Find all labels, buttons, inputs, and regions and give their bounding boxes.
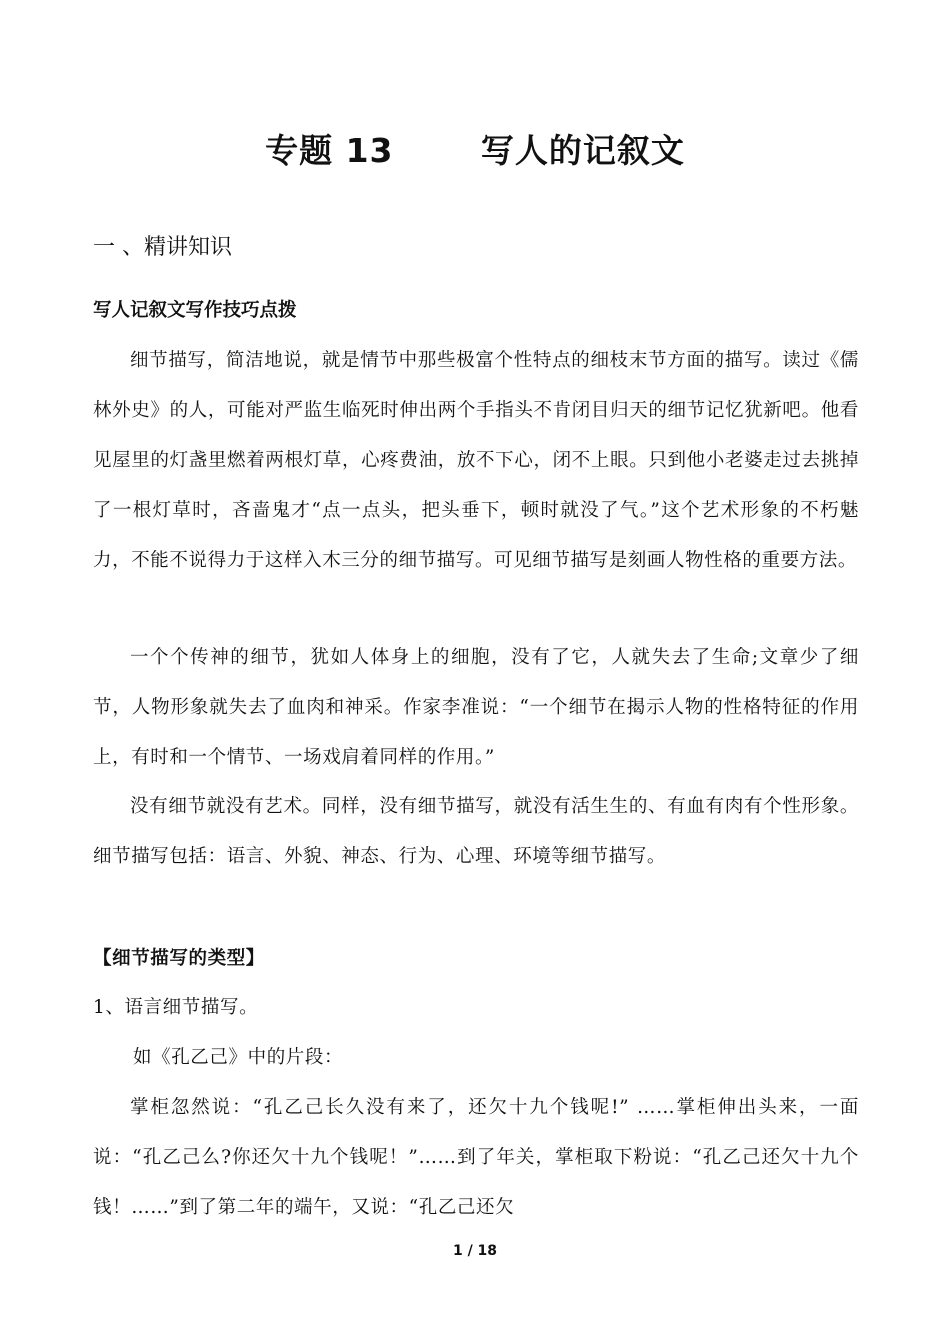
- paragraph-detail-description: 细节描写，简洁地说，就是情节中那些极富个性特点的细枝末节方面的描写。读过《儒林外史》的人，可能对严监生临死时伸出两个手指头不肯闭目归天的细节记忆犹新吧。他看见屋里的灯盏里燃着两根灯草，心疼费油，放不下心，闭不上眼。只到他小老婆走过去挑掉了一根灯草时，吝啬鬼才“点一点头，把头垂下，顿时就没了气。”这个艺术形象的不朽魅力，不能不说得力于这样入木三分的细节描写。可见细节描写是刻画人物性格的重要方法。: [93, 350, 859, 571]
- example-paragraph: 掌柜忽然说：“孔乙己长久没有来了，还欠十九个钱呢!” ……掌柜伸出头来，一面说：“孔乙己么?你还欠十九个钱呢！”……到了年关，掌柜取下粉说：“孔乙己还欠十九个钱！……”到了第二年的端午，又说：“孔乙己还欠: [93, 1097, 859, 1218]
- page-number: 1 / 18: [452, 1243, 498, 1259]
- paragraph-detail-importance: 一个个传神的细节，犹如人体身上的细胞，没有了它，人就失去了生命;文章少了细节，人物形象就失去了血肉和神采。作家李准说：“一个细节在揭示人物的性格特征的作用上，有时和一个情节、一场戏肩着同样的作用。”: [93, 647, 859, 768]
- list-item-language-detail: 1、语言细节描写。: [93, 997, 259, 1018]
- section-heading: 一 、精讲知识: [93, 235, 232, 260]
- types-heading: 【细节描写的类型】: [93, 948, 265, 969]
- example-intro: 如《孔乙己》中的片段：: [133, 1047, 344, 1068]
- paragraph-detail-types-intro: 没有细节就没有艺术。同样，没有细节描写，就没有活生生的、有血有肉有个性形象。 细节描写包括：语言、外貌、神态、行为、心理、环境等细节描写。: [93, 796, 859, 867]
- sub-heading: 写人记叙文写作技巧点拨: [93, 300, 297, 321]
- document-title: 专题 13 写人的记叙文: [265, 131, 685, 170]
